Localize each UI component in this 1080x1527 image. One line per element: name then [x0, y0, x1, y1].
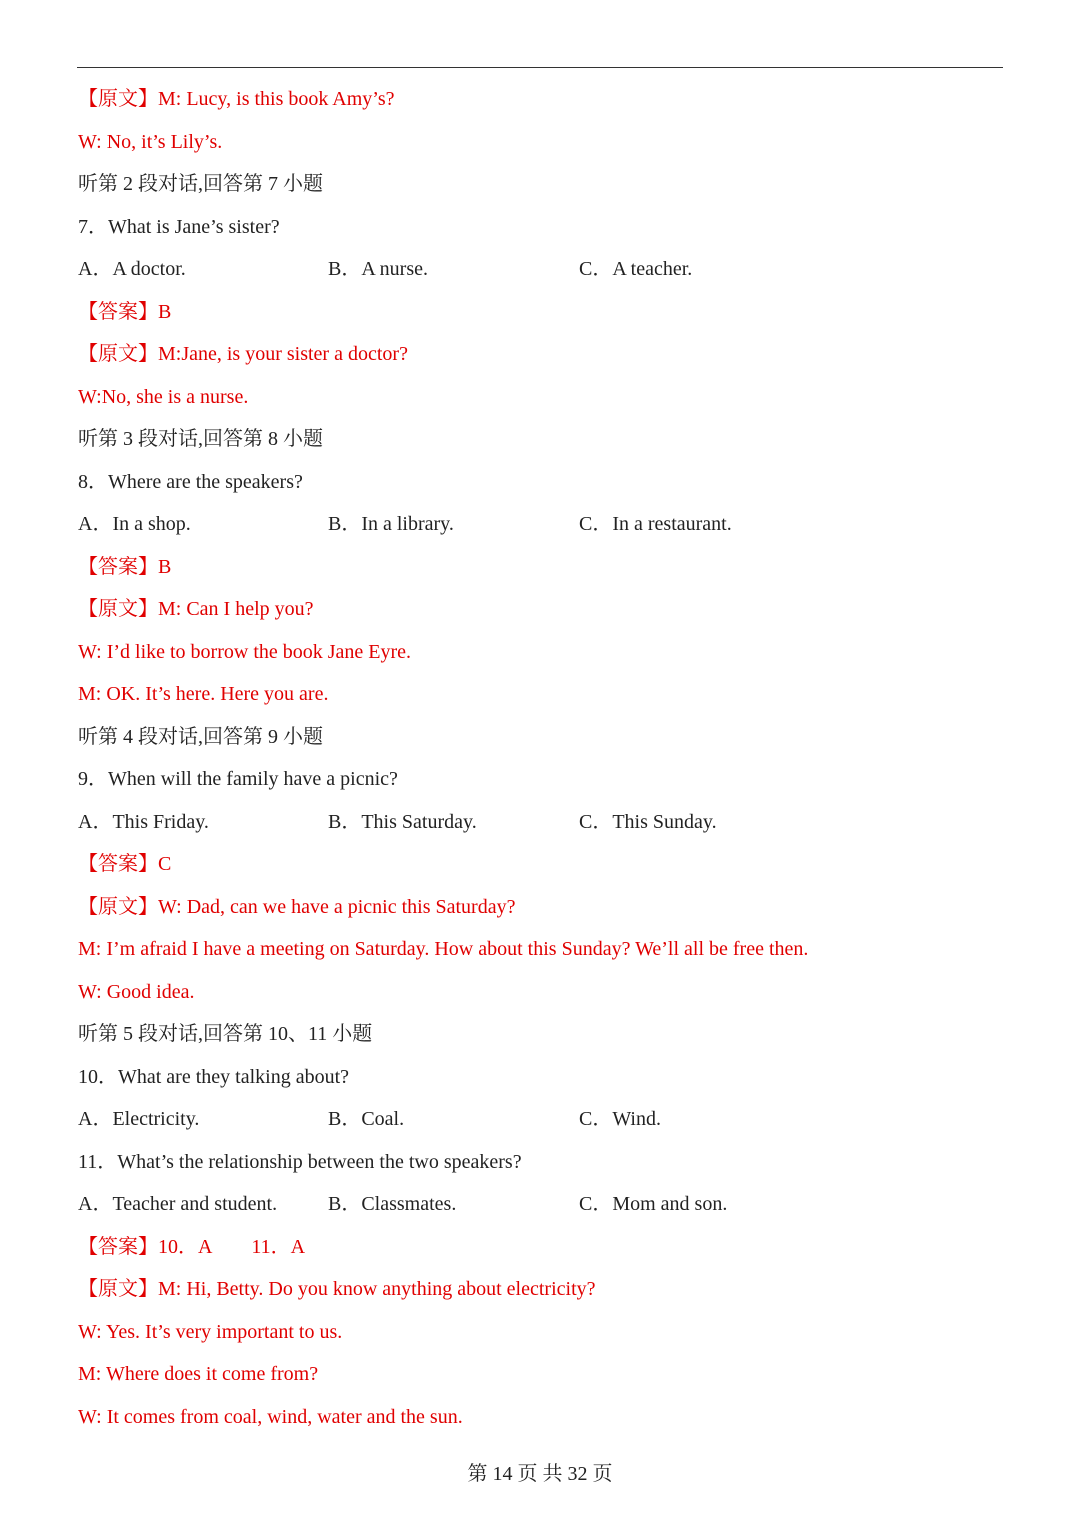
option-b: B．In a library.	[328, 513, 454, 535]
option-b: B．This Saturday.	[328, 810, 477, 833]
page-footer	[0, 1459, 1080, 1489]
option-a: A．Teacher and student.	[78, 1193, 278, 1215]
section-instruction: 听第 5 段对话,回答第 10、11 小题	[78, 1023, 373, 1045]
option-c: C．Mom and son.	[579, 1193, 728, 1215]
option-a: A．This Friday.	[78, 810, 209, 833]
option-a: A．A doctor.	[78, 258, 186, 280]
transcript-line: M: Where does it come from?	[78, 1363, 319, 1385]
option-b: B．A nurse.	[328, 258, 428, 280]
answer-line: 【答案】10．A 11．A	[78, 1235, 306, 1258]
transcript-line: 【原文】M: Can I help you?	[78, 598, 314, 620]
transcript-line: 【原文】M: Lucy, is this book Amy’s?	[78, 88, 395, 110]
transcript-line: M: I’m afraid I have a meeting on Saturday. How about this Sunday? We’ll all be free then.	[78, 938, 809, 960]
transcript-line: W: No, it’s Lily’s.	[78, 130, 223, 153]
option-b: B．Classmates.	[328, 1193, 457, 1215]
section-instruction: 听第 3 段对话,回答第 8 小题	[78, 428, 323, 450]
transcript-line: 【原文】M:Jane, is your sister a doctor?	[78, 343, 408, 365]
section-instruction: 听第 4 段对话,回答第 9 小题	[78, 725, 323, 748]
option-c: C．A teacher.	[579, 258, 693, 280]
transcript-line: 【原文】W: Dad, can we have a picnic this Saturday?	[78, 895, 516, 918]
option-a: A．In a shop.	[78, 513, 191, 535]
question-text: 11．What’s the relationship between the two speakers?	[78, 1150, 522, 1173]
option-c: C．This Sunday.	[579, 810, 717, 833]
transcript-line: W:No, she is a nurse.	[78, 385, 249, 408]
transcript-line: W: I’d like to borrow the book Jane Eyre.	[78, 640, 412, 663]
answer-line: 【答案】B	[78, 555, 172, 578]
question-text: 10．What are they talking about?	[78, 1065, 350, 1088]
header-rule	[77, 67, 1003, 68]
option-a: A．Electricity.	[78, 1108, 200, 1130]
question-text: 8．Where are the speakers?	[78, 470, 303, 493]
option-c: C．Wind.	[579, 1108, 661, 1130]
section-instruction: 听第 2 段对话,回答第 7 小题	[78, 173, 323, 195]
question-text: 9．When will the family have a picnic?	[78, 768, 398, 790]
option-c: C．In a restaurant.	[579, 513, 732, 535]
answer-line: 【答案】C	[78, 853, 172, 875]
page-number-text: 第 14 页 共 32 页	[467, 1463, 613, 1485]
transcript-line: 【原文】M: Hi, Betty. Do you know anything about electricity?	[78, 1278, 596, 1300]
transcript-line: W: Good idea.	[78, 980, 195, 1003]
transcript-line: M: OK. It’s here. Here you are.	[78, 683, 329, 705]
option-b: B．Coal.	[328, 1108, 405, 1130]
question-text: 7．What is Jane’s sister?	[78, 215, 280, 238]
transcript-line: W: It comes from coal, wind, water and the sun.	[78, 1405, 463, 1428]
answer-line: 【答案】B	[78, 300, 172, 323]
transcript-line: W: Yes. It’s very important to us.	[78, 1320, 343, 1343]
